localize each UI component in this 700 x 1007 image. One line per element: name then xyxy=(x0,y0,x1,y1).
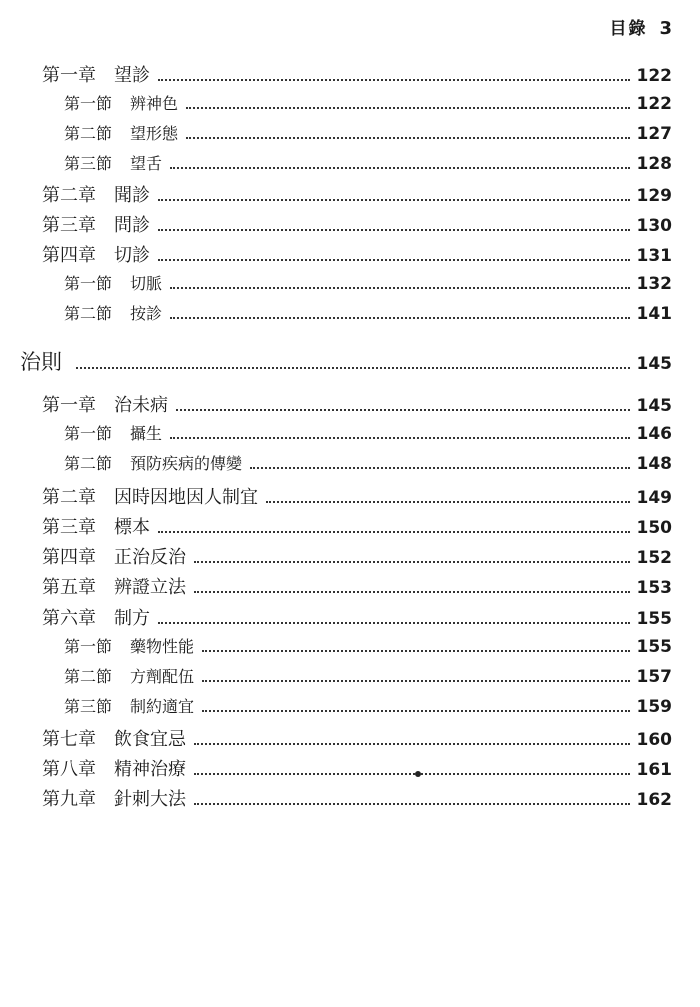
toc-entry-number: 第九章 xyxy=(42,789,96,810)
toc-entry-label xyxy=(64,151,162,174)
dot-leader xyxy=(202,709,630,712)
dot-leader xyxy=(76,366,630,369)
toc-entry-number: 第二節 xyxy=(64,124,113,143)
toc-entry-page-number: 159 xyxy=(636,697,672,717)
dot-leader xyxy=(194,560,630,563)
toc-entry-section xyxy=(64,421,672,451)
toc-entry-page-number: 162 xyxy=(636,790,672,810)
toc-entry-title: 因時因地因人制宜 xyxy=(114,487,258,508)
toc-entry-page-number: 161 xyxy=(636,760,672,780)
toc-entry-section xyxy=(64,694,672,724)
dot-leader xyxy=(170,286,630,289)
toc-entry-title: 針刺大法 xyxy=(114,789,186,810)
toc-entry-page-number: 128 xyxy=(636,154,672,174)
toc-entry-section xyxy=(64,301,672,331)
toc-entry-label xyxy=(42,543,186,569)
toc-entry-number: 第一章 xyxy=(42,395,96,416)
toc-entry-page-number: 129 xyxy=(636,186,672,206)
dot-leader xyxy=(158,228,630,231)
toc-entry-number: 第二章 xyxy=(42,185,96,206)
toc-entry-page-number: 122 xyxy=(636,66,672,86)
dot-leader xyxy=(202,649,630,652)
toc-entry-chapter xyxy=(42,483,672,513)
toc-entry-label xyxy=(64,451,242,474)
toc-entry-number: 第一節 xyxy=(64,274,113,293)
toc-entry-section xyxy=(64,634,672,664)
toc-entry-page-number: 145 xyxy=(636,396,672,416)
toc-entry-page-number: 127 xyxy=(636,124,672,144)
toc-entry-title: 標本 xyxy=(114,517,150,538)
toc-entry-title: 切診 xyxy=(114,245,150,266)
toc-entry-number: 第八章 xyxy=(42,759,96,780)
toc-entry-label xyxy=(64,121,178,144)
toc-entry-label xyxy=(42,604,150,630)
ink-dot xyxy=(415,771,421,777)
toc-entry-section xyxy=(64,151,672,181)
toc-entry-label xyxy=(42,725,186,751)
dot-leader xyxy=(194,742,630,745)
toc-entry-label xyxy=(42,391,168,417)
toc-entry-title: 正治反治 xyxy=(114,547,186,568)
toc-entry-label xyxy=(42,181,150,207)
toc-entry-page-number: 148 xyxy=(636,454,672,474)
toc-entry-chapter xyxy=(42,604,672,634)
toc-entry-page-number: 141 xyxy=(636,304,672,324)
toc-entry-title: 攝生 xyxy=(130,424,163,443)
toc-entry-number: 第四章 xyxy=(42,245,96,266)
toc-entry-chapter xyxy=(42,61,672,91)
toc-entry-title: 治未病 xyxy=(114,395,168,416)
toc-entry-title: 方劑配伍 xyxy=(130,667,195,686)
toc-entry-title: 聞診 xyxy=(114,185,150,206)
toc-entry-chapter xyxy=(42,181,672,211)
toc-entry-label xyxy=(64,694,194,717)
toc-entry-chapter xyxy=(42,543,672,573)
toc-entry-page-number: 130 xyxy=(636,216,672,236)
toc-entry-number: 第六章 xyxy=(42,608,96,629)
toc-entry-title: 制約適宜 xyxy=(130,697,195,716)
toc-entry-label xyxy=(42,513,150,539)
toc-entry-section xyxy=(64,121,672,151)
toc-entry-number: 第二節 xyxy=(64,454,113,473)
toc-entry-number: 第四章 xyxy=(42,547,96,568)
dot-leader xyxy=(194,802,630,805)
toc-entry-title: 治則 xyxy=(20,350,62,374)
dot-leader xyxy=(158,198,630,201)
toc-entry-page-number: 155 xyxy=(636,609,672,629)
toc-entry-label xyxy=(42,755,186,781)
toc-entry-title: 望舌 xyxy=(130,154,163,173)
header-page-number: 3 xyxy=(659,18,674,39)
dot-leader xyxy=(170,166,630,169)
toc-entry-page-number: 145 xyxy=(636,354,672,374)
toc-entry-number: 第七章 xyxy=(42,729,96,750)
toc-entry-page-number: 146 xyxy=(636,424,672,444)
toc-entry-number: 第一節 xyxy=(64,94,113,113)
toc-entry-chapter xyxy=(42,725,672,755)
toc-entry-number: 第三章 xyxy=(42,517,96,538)
toc-entry-number: 第三節 xyxy=(64,697,113,716)
toc-entry-page-number: 132 xyxy=(636,274,672,294)
toc-entry-title: 望形態 xyxy=(130,124,179,143)
toc-entry-page-number: 149 xyxy=(636,488,672,508)
toc-entry-number: 第三章 xyxy=(42,215,96,236)
toc-entry-section xyxy=(64,91,672,121)
toc-entry-chapter xyxy=(42,241,672,271)
dot-leader xyxy=(266,500,630,503)
dot-leader xyxy=(186,136,630,139)
toc-entry-page-number: 122 xyxy=(636,94,672,114)
toc-entry-label xyxy=(20,346,62,376)
toc-entry-label xyxy=(64,634,194,657)
toc-entry-label xyxy=(42,61,150,87)
toc-entry-chapter xyxy=(42,211,672,241)
toc-entry-number: 第一節 xyxy=(64,424,113,443)
toc-entry-number: 第三節 xyxy=(64,154,113,173)
toc-entry-label xyxy=(64,91,178,114)
toc-entry-part xyxy=(20,346,672,376)
toc-entry-title: 望診 xyxy=(114,65,150,86)
toc-entry-number: 第二節 xyxy=(64,304,113,323)
toc-entry-number: 第一章 xyxy=(42,65,96,86)
toc-entry-title: 飲食宜忌 xyxy=(114,729,186,750)
dot-leader xyxy=(158,621,630,624)
dot-leader xyxy=(158,530,630,533)
toc-entry-label xyxy=(42,211,150,237)
toc-entry-label xyxy=(64,664,194,687)
toc-entry-chapter xyxy=(42,513,672,543)
toc-entry-label xyxy=(42,785,186,811)
dot-leader xyxy=(250,466,630,469)
toc-entry-title: 辨神色 xyxy=(130,94,179,113)
toc-entry-title: 預防疾病的傳變 xyxy=(130,454,243,473)
toc-entry-section xyxy=(64,664,672,694)
toc-entry-title: 制方 xyxy=(114,608,150,629)
toc-entry-section xyxy=(64,451,672,481)
dot-leader xyxy=(176,408,630,411)
toc-entry-chapter xyxy=(42,785,672,815)
page-header xyxy=(609,14,674,39)
toc-entry-page-number: 160 xyxy=(636,730,672,750)
toc-entry-label xyxy=(42,241,150,267)
dot-leader xyxy=(158,78,630,81)
toc-entry-label xyxy=(64,271,162,294)
toc-entry-number: 第二章 xyxy=(42,487,96,508)
toc-entry-number: 第二節 xyxy=(64,667,113,686)
toc-entry-number: 第一節 xyxy=(64,637,113,656)
toc-entry-title: 按診 xyxy=(130,304,163,323)
toc-entry-title: 辨證立法 xyxy=(114,577,186,598)
toc-entry-section xyxy=(64,271,672,301)
toc-entry-chapter xyxy=(42,573,672,603)
toc-entry-page-number: 155 xyxy=(636,637,672,657)
toc-entry-title: 精神治療 xyxy=(114,759,186,780)
dot-leader xyxy=(194,590,630,593)
toc-entry-page-number: 152 xyxy=(636,548,672,568)
toc-entry-title: 藥物性能 xyxy=(130,637,195,656)
toc-entry-title: 切脈 xyxy=(130,274,163,293)
toc-entry-page-number: 150 xyxy=(636,518,672,538)
dot-leader xyxy=(158,258,630,261)
toc-entry-title: 問診 xyxy=(114,215,150,236)
dot-leader xyxy=(186,106,630,109)
toc-entry-number: 第五章 xyxy=(42,577,96,598)
toc-entry-chapter xyxy=(42,391,672,421)
toc-entry-label xyxy=(64,421,162,444)
toc-entry-label xyxy=(42,483,258,509)
dot-leader xyxy=(202,679,630,682)
dot-leader xyxy=(194,772,630,775)
toc-entry-page-number: 131 xyxy=(636,246,672,266)
toc-entry-page-number: 157 xyxy=(636,667,672,687)
header-title: 目錄 xyxy=(609,19,648,39)
toc-entry-label xyxy=(42,573,186,599)
dot-leader xyxy=(170,436,630,439)
toc-entry-chapter xyxy=(42,755,672,785)
toc-entry-page-number: 153 xyxy=(636,578,672,598)
toc-entry-label xyxy=(64,301,162,324)
dot-leader xyxy=(170,316,630,319)
